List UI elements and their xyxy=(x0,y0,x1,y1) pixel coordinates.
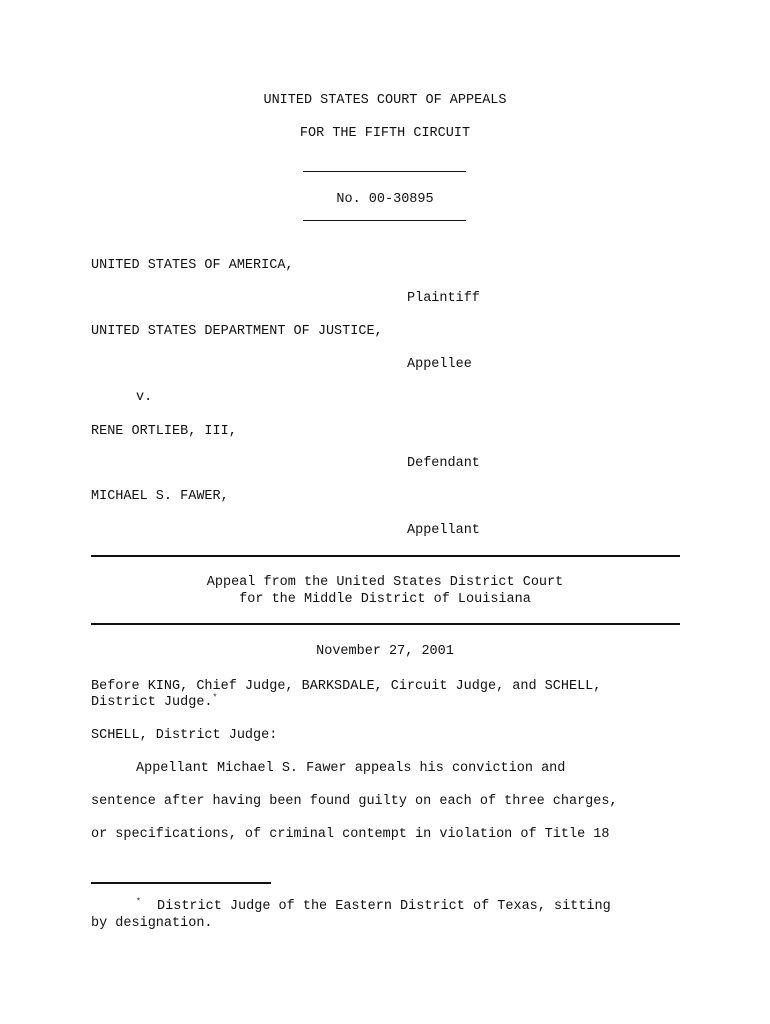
caption-rule-top xyxy=(91,555,680,557)
footnote-text-line1: District Judge of the Eastern District of Texas, sitting xyxy=(157,899,611,914)
opinion-author: SCHELL, District Judge: xyxy=(91,728,278,743)
court-name-line2: FOR THE FIFTH CIRCUIT xyxy=(299,126,471,141)
party-appellant-role: Appellant xyxy=(407,523,480,538)
panel-line2 xyxy=(91,694,217,711)
party-defendant-role: Defendant xyxy=(407,456,480,471)
court-name-line1: UNITED STATES COURT OF APPEALS xyxy=(263,93,507,108)
party-plaintiff-role: Plaintiff xyxy=(407,291,480,306)
decision-date: November 27, 2001 xyxy=(316,644,454,659)
versus: v. xyxy=(136,390,153,405)
body-line2: sentence after having been found guilty on each of three charges, xyxy=(91,794,618,809)
footnote-reference[interactable]: * xyxy=(212,693,218,703)
panel-line2-text: District Judge. xyxy=(91,695,213,710)
caption-rule-bottom xyxy=(91,623,680,625)
case-number-rule-bottom xyxy=(303,220,466,221)
party-appellant-name: MICHAEL S. FAWER, xyxy=(91,489,229,504)
case-number-rule-top xyxy=(303,171,466,172)
body-line3: or specifications, of criminal contempt in violation of Title 18 xyxy=(91,827,610,842)
footnote-line2: by designation. xyxy=(91,916,213,931)
party-defendant-name: RENE ORTLIEB, III, xyxy=(91,424,237,439)
case-number: No. 00-30895 xyxy=(336,192,434,207)
footnote-mark: * xyxy=(136,897,141,907)
party-plaintiff-name: UNITED STATES OF AMERICA, xyxy=(91,258,294,273)
appeal-origin-line1: Appeal from the United States District Court xyxy=(206,575,564,590)
footnote-line1 xyxy=(136,898,611,915)
party-appellee-role: Appellee xyxy=(407,357,472,372)
party-appellee-name: UNITED STATES DEPARTMENT OF JUSTICE, xyxy=(91,324,383,339)
appeal-origin-line2: for the Middle District of Louisiana xyxy=(239,592,531,607)
footnote-separator xyxy=(91,882,271,884)
panel-line1: Before KING, Chief Judge, BARKSDALE, Circuit Judge, and SCHELL, xyxy=(91,679,602,694)
body-line1: Appellant Michael S. Fawer appeals his conviction and xyxy=(136,761,566,776)
